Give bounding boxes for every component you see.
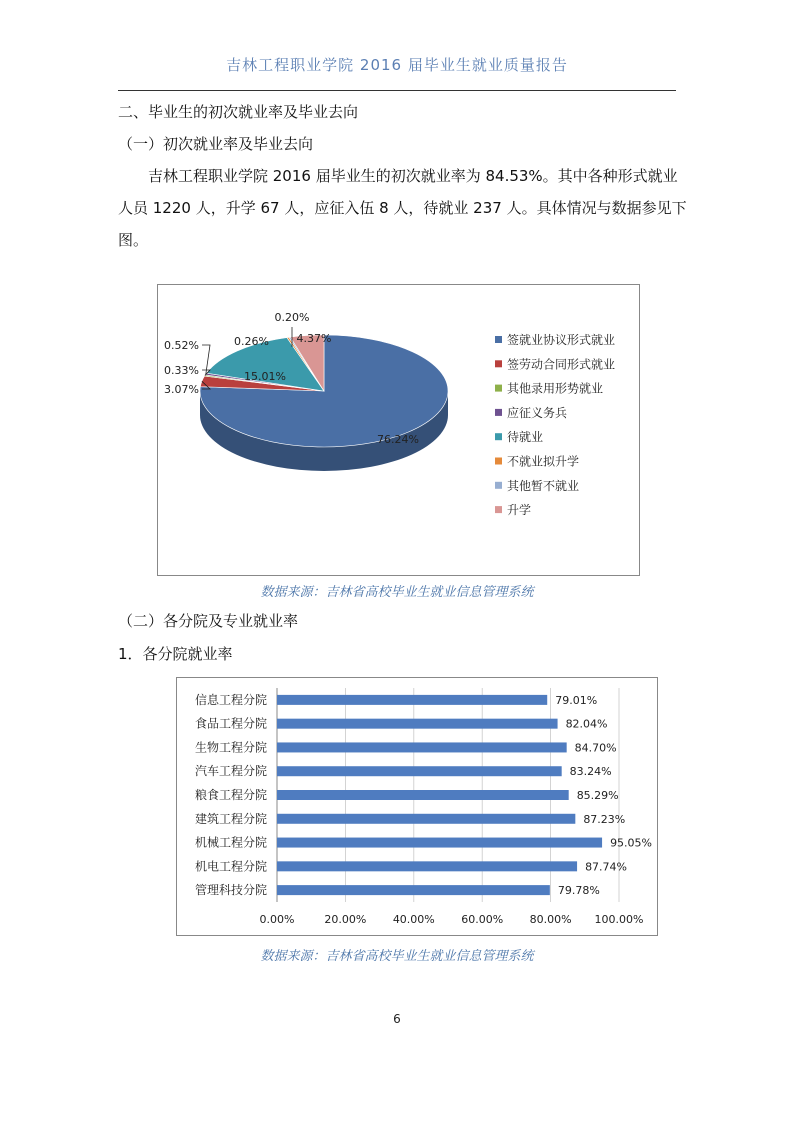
bar-data-label: 79.78% (557, 884, 600, 898)
pie-legend-label: 应征义务兵 (507, 405, 568, 420)
subheading-employment-rate: （一）初次就业率及毕业去向 (118, 135, 314, 153)
report-header-title: 吉林工程职业学院 2016 届毕业生就业质量报告 (226, 56, 568, 74)
pie-data-label: 4.37% (296, 332, 332, 345)
bar-x-tick-label: 100.00% (594, 913, 644, 926)
section-heading: 二、毕业生的初次就业率及毕业去向 (118, 103, 359, 121)
bar-rect (277, 766, 562, 776)
pie-data-label: 3.07% (164, 383, 199, 396)
pie-legend-label: 签就业协议形式就业 (507, 333, 616, 347)
pie-data-label: 0.52% (164, 339, 199, 352)
bar-data-label: 79.01% (555, 693, 598, 707)
bar-data-label: 87.23% (583, 812, 626, 826)
bar-rect (277, 814, 575, 824)
branch-employment-bar-chart (177, 678, 657, 935)
pie-data-label: 15.01% (244, 370, 286, 383)
pie-legend-swatch (495, 506, 502, 513)
bar-data-label: 95.05% (610, 836, 653, 850)
bar-rect (277, 695, 547, 705)
pie-chart-frame (157, 284, 640, 576)
bar-category-label: 管理科技分院 (194, 883, 267, 898)
bar-data-label: 85.29% (576, 789, 619, 802)
pie-data-label: 0.33% (164, 364, 199, 377)
bar-rect (277, 719, 558, 729)
bar-category-label: 建筑工程分院 (194, 811, 267, 826)
pie-data-label: 76.24% (377, 433, 419, 446)
subheading-college-rates: （二）各分院及专业就业率 (118, 612, 299, 630)
bar-category-label: 食品工程分院 (194, 716, 267, 731)
pie-legend-label: 不就业拟升学 (507, 454, 580, 469)
bar-rect (277, 861, 577, 871)
bar-category-label: 机电工程分院 (194, 859, 267, 874)
bar-category-label: 汽车工程分院 (194, 764, 267, 779)
destination-pie-chart (158, 285, 639, 575)
pie-legend-swatch (495, 482, 502, 489)
pie-legend-swatch (495, 433, 502, 440)
bar-x-tick-label: 20.00% (324, 913, 367, 926)
bar-data-label: 84.70% (574, 741, 617, 755)
pie-legend-label: 其他暂不就业 (507, 478, 580, 493)
bar-category-label: 信息工程分院 (194, 692, 267, 707)
pie-legend-swatch (495, 336, 502, 343)
bar-data-label: 83.24% (569, 765, 612, 779)
pie-legend-swatch (495, 385, 502, 392)
pie-chart-source-caption: 数据来源：吉林省高校毕业生就业信息管理系统 (260, 585, 534, 600)
intro-paragraph: 吉林工程职业学院 2016 届毕业生的初次就业率为 84.53%。其中各种形式就业人员 1220 人，升学 67 人，应征入伍 8 人，待就业 237 人。具体情况与数据参见下图。 (118, 167, 687, 249)
pie-legend-swatch (495, 409, 502, 416)
header-divider (118, 90, 676, 91)
pie-data-label: 0.20% (274, 311, 310, 324)
bar-chart-source-caption: 数据来源：吉林省高校毕业生就业信息管理系统 (260, 949, 534, 964)
pie-legend-label: 其他录用形势就业 (507, 381, 604, 396)
bar-category-label: 粮食工程分院 (194, 788, 267, 802)
bar-data-label: 82.04% (565, 717, 608, 731)
subheading-branch-rates: 1．各分院就业率 (118, 645, 233, 663)
bar-rect (277, 838, 602, 848)
pie-legend-swatch (495, 458, 502, 465)
pie-legend-label: 待就业 (507, 430, 544, 445)
pie-data-label: 0.26% (234, 335, 269, 348)
pie-legend-label: 升学 (507, 503, 532, 518)
bar-x-tick-label: 0.00% (259, 913, 295, 926)
bar-x-tick-label: 40.00% (392, 913, 435, 926)
bar-data-label: 87.74% (585, 860, 628, 874)
pie-legend-swatch (495, 360, 502, 367)
bar-rect (277, 742, 567, 752)
bar-chart-frame (176, 677, 658, 936)
bar-category-label: 生物工程分院 (194, 740, 267, 755)
page-number: 6 (393, 1012, 401, 1026)
pie-legend-label: 签劳动合同形式就业 (507, 357, 616, 372)
bar-x-tick-label: 80.00% (529, 913, 572, 926)
bar-rect (277, 790, 569, 800)
bar-category-label: 机械工程分院 (194, 835, 267, 850)
bar-rect (277, 885, 550, 895)
bar-x-tick-label: 60.00% (461, 913, 504, 926)
